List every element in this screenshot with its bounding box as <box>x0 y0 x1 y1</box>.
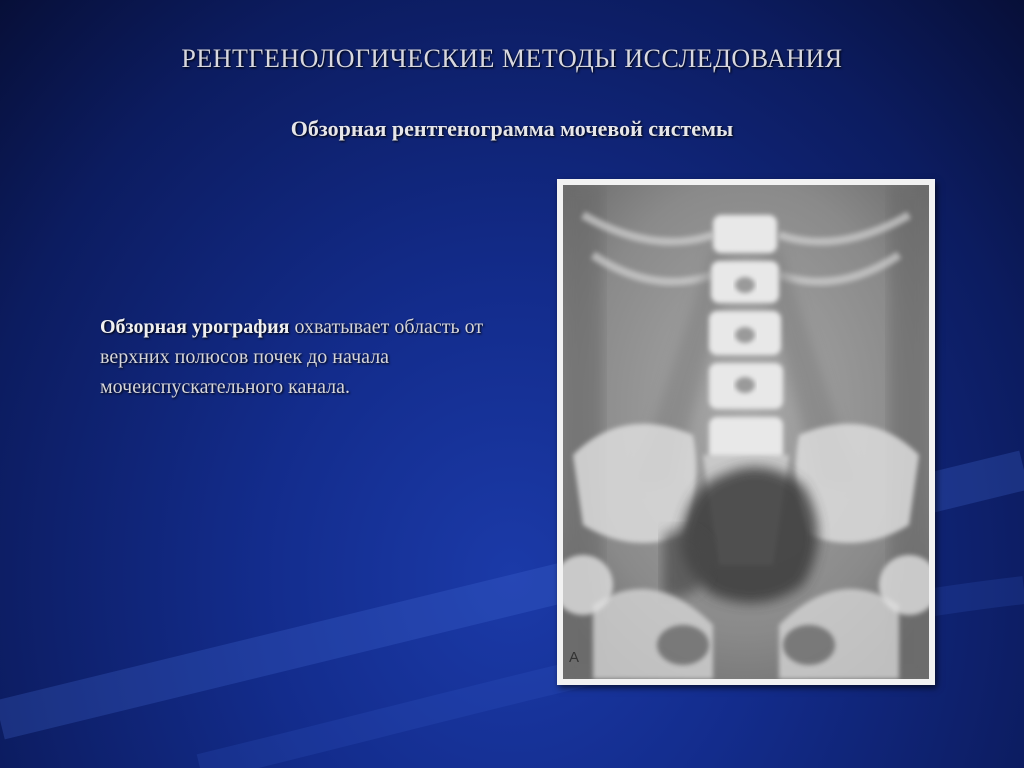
body-bold-term: Обзорная урография <box>100 316 290 338</box>
xray-radiograph <box>563 185 929 679</box>
body-description: охватывает область от верхних полюсов почек до начала мочеиспускательного канала. <box>100 316 484 398</box>
image-panel-letter: А <box>569 649 580 666</box>
body-paragraph <box>100 312 500 402</box>
slide-title: РЕНТГЕНОЛОГИЧЕСКИЕ МЕТОДЫ ИССЛЕДОВАНИЯ <box>181 44 843 73</box>
slide-subtitle: Обзорная рентгенограмма мочевой системы <box>290 116 734 141</box>
xray-image <box>557 179 935 685</box>
